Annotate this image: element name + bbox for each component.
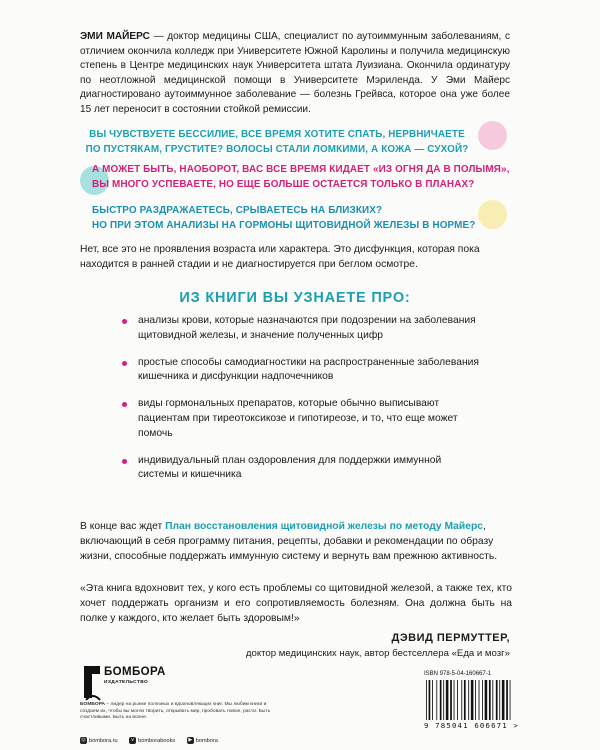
decor-circle-yellow [478,200,507,229]
outro-suffix: , включающий в себя программу питания, рецепты, добавки и рекомендации по образу жизни, способные поддержать иммунную систему и вернуть вам прежнюю активность. [80,521,498,562]
learn-list [122,314,482,495]
bullet-dot-icon [122,459,127,464]
list-item [122,356,482,386]
isbn-block [424,671,520,730]
barcode-icon [426,680,516,720]
hook-line: БЫСТРО РАЗДРАЖАЕТЕСЬ, СРЫВАЕТЕСЬ НА БЛИЗКИХ? [92,205,383,216]
recovery-plan-highlight: План восстановления щитовидной железы по методу Майерс [165,521,483,532]
author-bio-text: — доктор медицины США, специалист по аутоиммунным заболеваниям, с отличием окончила колледж при Университете Южной Каролины и получила медицинскую степень в Центре медицинских наук Университета штата Луизиана. Окончила ординатуру по неотложной медицинской помощи в Университете Мэриленда. У Эми Майерс диагностировано аутоиммунное заболевание — болезнь Грейвса, которое она уже более 15 лет переносит в состоянии стойкой ремиссии. [80,31,510,115]
social-link[interactable] [129,737,175,744]
isbn-label: ISBN 978-5-04-160667-1 [424,671,492,677]
bullet-dot-icon [122,319,127,324]
outro-prefix: В конце вас ждет [80,521,166,532]
hook-line: А МОЖЕТ БЫТЬ, НАОБОРОТ, ВАС ВСЕ ВРЕМЯ КИДАЕТ «ИЗ ОГНЯ ДА В ПОЛЫМЯ», [92,164,510,175]
endorser-role: доктор медицинских наук, автор бестселлера «Еда и мозг» [245,648,510,659]
learn-heading: ИЗ КНИГИ ВЫ УЗНАЕТЕ ПРО: [179,290,411,306]
hook-question-1 [82,128,472,157]
author-name: ЭМИ МАЙЕРС [80,31,150,42]
decor-circle-pink [478,121,507,150]
list-item [122,454,482,484]
publisher-brand: БОМБОРА [80,702,106,707]
list-item [122,397,482,441]
instagram-icon: ◎ [81,737,86,743]
dysfunction-paragraph: Нет, все это не проявления возраста или характера. Это дисфункция, которая пока находится в ранней стадии и не диагностируется при беглом осмотре. [80,244,480,270]
bullet-dot-icon [122,402,127,407]
social-label: bomborabooks [138,737,176,744]
list-item-text: виды гормональных препаратов, которые обычно выписывают пациентам при тиреотоксикозе и гипотиреозе, и то, что еще может помочь [138,398,458,439]
barcode-digits: 9 785041 606671 > [424,721,520,730]
hook-question-2 [92,163,510,192]
list-item-text: индивидуальный план оздоровления для поддержки иммунной системы и кишечника [138,454,442,481]
hook-line: ПО ПУСТЯКАМ, ГРУСТИТЕ? ВОЛОСЫ СТАЛИ ЛОМКИМИ, А КОЖА — СУХОЙ? [85,143,469,155]
hook-line: НО ПРИ ЭТОМ АНАЛИЗЫ НА ГОРМОНЫ ЩИТОВИДНОЙ ЖЕЛЕЗЫ В НОРМЕ? [92,219,476,231]
social-link[interactable] [80,737,118,744]
author-bio [80,30,510,118]
hook-question-3 [92,204,476,233]
vk-icon: v [129,737,136,744]
social-links [80,737,280,744]
list-item-text: простые способы самодиагностики на распространенные заболевания кишечника и дисфункции надпочечников [138,356,479,383]
endorsement-quote: «Эта книга вдохновит тех, у кого есть проблемы со щитовидной железой, а также тех, кто хочет поддержать организм и его сопротивляемость болезням. Она должна быть на полке у каждого, кто желает быть здоровым!» [80,583,512,624]
publisher-description-text: – лидер на рынке полезных и вдохновляющих книг. Мы любим книги и создаем их, чтобы вы могли творить, открывать мир, пробовать новое, расти. Быть счастливыми. Быть на волне. [80,702,271,721]
hook-line: ВЫ МНОГО УСПЕВАЕТЕ, НО ЕЩЕ БОЛЬШЕ ОСТАЕТСЯ ТОЛЬКО В ПЛАНАХ? [92,178,475,190]
publisher-logo-sub: ИЗДАТЕЛЬСТВО [104,680,149,685]
list-item [122,314,482,344]
social-label: bombora.ru [89,737,118,744]
bullet-dot-icon [122,361,127,366]
endorser-name: ДЭВИД ПЕРМУТТЕР, [391,632,510,644]
youtube-icon: ▶ [188,737,193,743]
outro-paragraph [80,520,512,564]
hook-line: ВЫ ЧУВСТВУЕТЕ БЕССИЛИЕ, ВСЕ ВРЕМЯ ХОТИТЕ СПАТЬ, НЕРВНИЧАЕТЕ [89,129,465,140]
social-link[interactable] [187,737,218,744]
publisher-description [80,702,280,722]
list-item-text: анализы крови, которые назначаются при подозрении на заболевания щитовидной железы, и значение полученных цифр [138,315,476,341]
social-label: bombora [195,737,218,744]
publisher-logo-name: БОМБОРА [104,666,166,678]
